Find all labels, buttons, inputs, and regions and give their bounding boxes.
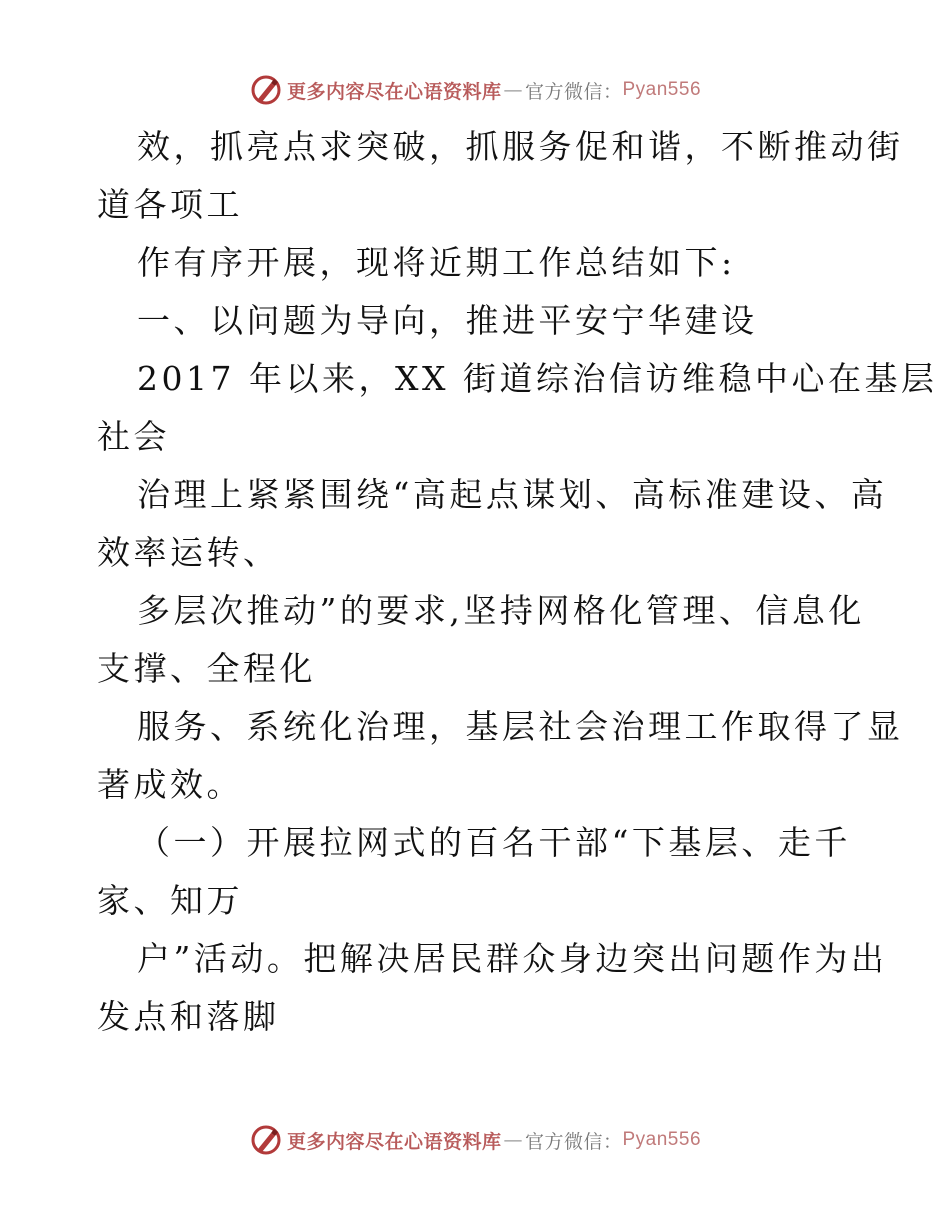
pen-logo-icon	[249, 73, 283, 107]
banner-wechat-label: 官方微信：	[524, 80, 623, 103]
banner-library-text: 更多内容尽在心语资料库	[286, 1130, 502, 1153]
text-line: 著成效。	[97, 765, 243, 804]
footer-banner	[0, 1120, 950, 1160]
text-line: 支撑、全程化	[97, 649, 316, 688]
text-line: 服务、系统化治理，基层社会治理工作取得了显	[137, 707, 904, 746]
text-line: 发点和落脚	[97, 997, 280, 1036]
text-line: 治理上紧紧围绕“高起点谋划、高标准建设、高	[137, 475, 888, 514]
text-line: 效，抓亮点求突破，抓服务促和谐，不断推动街	[137, 127, 904, 166]
banner-dash: —	[503, 1129, 523, 1151]
text-line: 作有序开展，现将近期工作总结如下:	[137, 243, 736, 282]
text-line: 多层次推动”的要求,坚持网格化管理、信息化	[137, 591, 865, 630]
text-line: 效率运转、	[97, 533, 280, 572]
text-line: 户”活动。把解决居民群众身边突出问题作为出	[137, 939, 888, 978]
banner-wechat-id: Pyan556	[622, 1129, 702, 1150]
header-banner	[0, 70, 950, 110]
banner-wechat-label: 官方微信：	[524, 1130, 623, 1153]
text-line: （一）开展拉网式的百名干部“下基层、走千	[137, 823, 851, 862]
text-line: 一、以问题为导向，推进平安宁华建设	[137, 301, 758, 340]
banner-library-text: 更多内容尽在心语资料库	[286, 80, 502, 103]
document-body	[97, 118, 938, 1046]
banner-wechat-id: Pyan556	[622, 79, 702, 100]
text-line: 社会	[97, 417, 170, 456]
text-line: 道各项工	[97, 185, 243, 224]
pen-logo-icon	[249, 1123, 283, 1157]
text-line: 家、知万	[97, 881, 243, 920]
banner-dash: —	[503, 79, 523, 101]
text-line: 2017 年以来，XX 街道综治信访维稳中心在基层	[137, 359, 938, 398]
